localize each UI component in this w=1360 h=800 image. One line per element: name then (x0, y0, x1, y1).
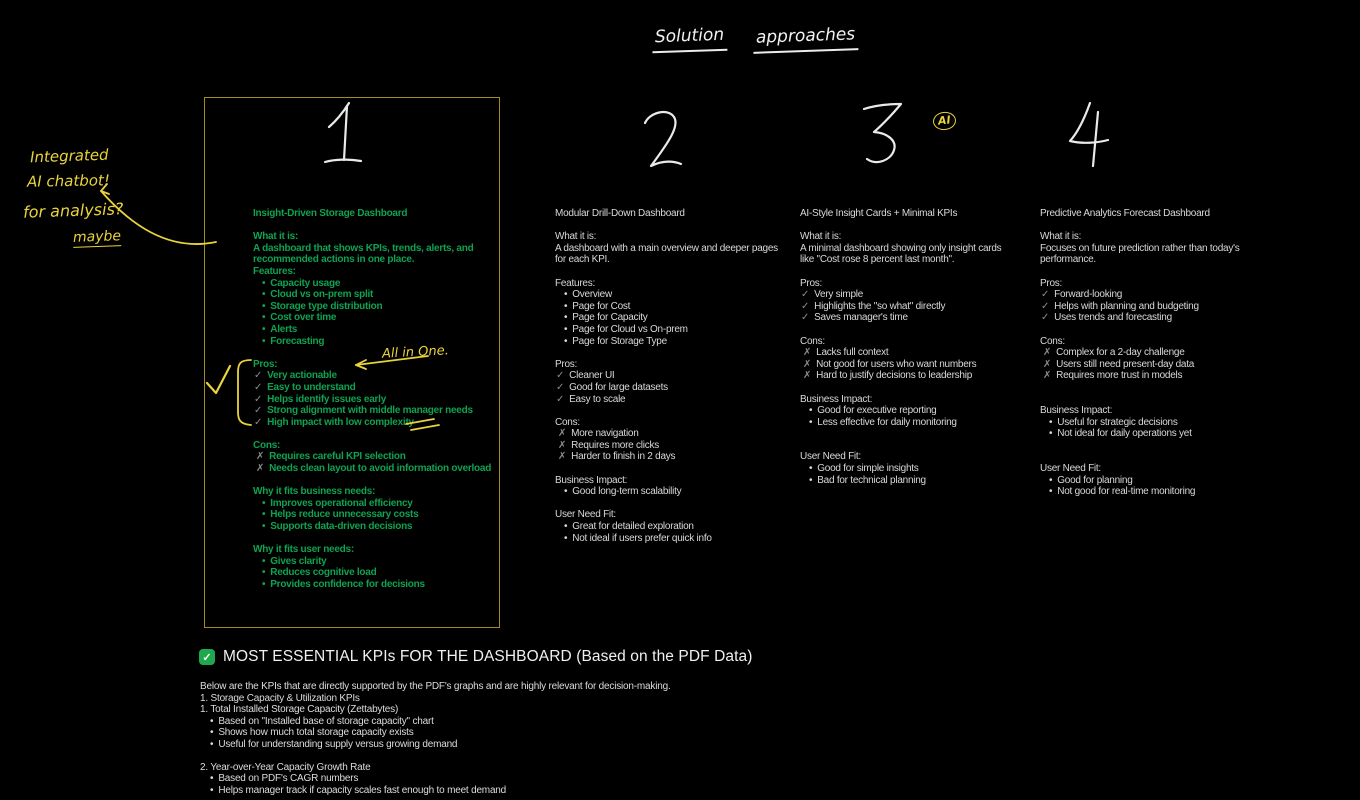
line-title: Predictive Analytics Forecast Dashboard (1040, 208, 1210, 219)
handwritten-number-3[interactable] (864, 104, 901, 162)
line-text: Strong alignment with middle manager needs (267, 405, 473, 417)
line-text: Forecasting (270, 335, 325, 347)
line-text: Helps reduce unnecessary costs (270, 509, 419, 521)
line-text: Cloud vs on-prem split (270, 289, 374, 301)
line-text: Complex for a 2-day challenge (1056, 347, 1185, 359)
line-text: Based on PDF's CAGR numbers (218, 773, 359, 785)
check-icon: ✓ (556, 393, 565, 405)
line-bullet (555, 521, 785, 533)
line-text: Useful for strategic decisions (1057, 416, 1178, 428)
check-icon: ✓ (801, 300, 810, 312)
line-blank (1040, 382, 1292, 394)
bullet-marker: • (564, 521, 568, 533)
line-text: Good for executive reporting (817, 405, 937, 417)
check-icon: ✓ (1041, 312, 1050, 324)
line-text: Overview (572, 289, 612, 301)
cross-icon: ✗ (558, 428, 567, 440)
line-text: Page for Cost (572, 300, 631, 312)
handwritten-number-2[interactable] (645, 112, 681, 166)
bullet-marker: • (262, 323, 266, 335)
line-text: Below are the KPIs that are directly supported by the PDF's graphs and are highly relevant for decision-making. (200, 681, 671, 692)
line-text: Not ideal if users prefer quick info (572, 532, 712, 544)
line-cross (555, 451, 785, 463)
line-text: Requires more clicks (571, 439, 659, 451)
line-text: Saves manager's time (814, 312, 908, 324)
line-text: Easy to understand (267, 381, 356, 393)
bullet-marker: • (1049, 416, 1053, 428)
line-blank (253, 347, 493, 359)
line-bullet (200, 739, 860, 751)
line-text: Great for detailed exploration (572, 521, 694, 533)
line-bullet (253, 278, 493, 290)
line-blank (1040, 324, 1292, 336)
check-icon: ✓ (801, 289, 810, 301)
line-text: 1. Total Installed Storage Capacity (Zettabytes) (200, 704, 399, 716)
cross-icon: ✗ (1043, 347, 1052, 359)
line-bullet (200, 773, 860, 785)
bullet-marker: • (262, 335, 266, 347)
line-text: Good for planning (1057, 474, 1133, 486)
line-bullet (1040, 486, 1292, 498)
line-text: A dashboard that shows KPIs, trends, alerts, and recommended actions in one place. (253, 242, 474, 266)
line-text: Forward-looking (1054, 289, 1123, 301)
board-title[interactable] (652, 26, 859, 52)
line-title: Modular Drill-Down Dashboard (555, 208, 685, 219)
line-check (1040, 301, 1292, 313)
line-bullet (1040, 428, 1292, 440)
bullet-marker: • (564, 289, 568, 301)
line-text: Page for Cloud vs On-prem (572, 323, 688, 335)
line-blank (1040, 394, 1292, 406)
line-text: Cleaner UI (569, 370, 615, 382)
line-check (253, 405, 493, 417)
side-note-line-3: for analysis? (22, 199, 124, 222)
line-bullet (253, 509, 493, 521)
bullet-marker: • (809, 463, 813, 475)
board-title-word-1: Solution (652, 25, 728, 54)
line-cross (800, 347, 1006, 359)
line-blank (800, 428, 1006, 440)
line-check (253, 417, 493, 429)
kpi-heading-text: MOST ESSENTIAL KPIs FOR THE DASHBOARD (Based on the PDF Data) (223, 648, 753, 665)
line-text: Needs clean layout to avoid information overload (269, 463, 492, 475)
line-blank (800, 324, 1006, 336)
cross-icon: ✗ (558, 451, 567, 463)
line-text: Hard to justify decisions to leadership (816, 370, 973, 382)
bullet-marker: • (210, 773, 214, 785)
line-text: A dashboard with a main overview and deeper pages for each KPI. (555, 242, 778, 266)
line-check (253, 382, 493, 394)
line-text: Users still need present-day data (1056, 358, 1195, 370)
line-text: Requires careful KPI selection (269, 451, 406, 463)
line-blank (253, 533, 493, 545)
check-icon: ✓ (556, 381, 565, 393)
bullet-marker: • (564, 323, 568, 335)
line-bullet (200, 716, 860, 728)
line-label: Pros: (1040, 277, 1063, 289)
line-bullet (253, 521, 493, 533)
line-text: Useful for understanding supply versus growing demand (218, 738, 458, 750)
line-blank (555, 463, 785, 475)
line-bullet (555, 533, 785, 545)
line-blank (555, 347, 785, 359)
cross-icon: ✗ (803, 370, 812, 382)
bullet-marker: • (262, 521, 266, 533)
line-blank (800, 220, 1006, 232)
line-title: Insight-Driven Storage Dashboard (253, 208, 408, 219)
line-text: 2. Year-over-Year Capacity Growth Rate (200, 761, 371, 773)
side-note-line-1: Integrated (29, 145, 109, 167)
line-bullet (800, 417, 1006, 429)
bullet-marker: • (210, 784, 214, 796)
line-label: Pros: (253, 358, 278, 370)
line-text: Uses trends and forecasting (1054, 312, 1172, 324)
line-check (800, 301, 1006, 313)
line-text: Bad for technical planning (817, 474, 926, 486)
check-icon: ✓ (254, 370, 263, 382)
line-text: 1. Storage Capacity & Utilization KPIs (200, 692, 360, 704)
line-bullet (200, 727, 860, 739)
line-bullet (253, 324, 493, 336)
cross-icon: ✗ (256, 463, 265, 475)
line-cross (1040, 347, 1292, 359)
line-cross (253, 463, 493, 475)
check-icon: ✓ (254, 405, 263, 417)
line-label: Cons: (800, 335, 825, 347)
board-title-word-2: approaches (753, 24, 859, 54)
all-in-one-note[interactable]: All in One. (381, 343, 450, 362)
cross-icon: ✗ (803, 347, 812, 359)
line-text: Page for Capacity (572, 312, 648, 324)
line-label: Business Impact: (555, 474, 628, 486)
line-label: Cons: (253, 439, 281, 451)
line-bullet (555, 301, 785, 313)
bullet-marker: • (564, 312, 568, 324)
line-label: Cons: (1040, 335, 1065, 347)
line-cross (800, 359, 1006, 371)
check-icon: ✓ (1041, 300, 1050, 312)
line-label: Pros: (555, 358, 578, 370)
bullet-marker: • (1049, 486, 1053, 498)
line-bullet (800, 475, 1006, 487)
line-cross (253, 451, 493, 463)
line-cross (1040, 359, 1292, 371)
option-1-card[interactable] (253, 208, 493, 591)
line-label: Features: (253, 265, 296, 277)
line-text: Good long-term scalability (572, 486, 682, 498)
line-text: Helps with planning and budgeting (1054, 300, 1199, 312)
line-label: What it is: (1040, 231, 1082, 243)
line-check (555, 382, 785, 394)
line-text: Reduces cognitive load (270, 567, 377, 579)
line-blank (200, 750, 860, 762)
line-blank (800, 266, 1006, 278)
check-icon: ✓ (254, 393, 263, 405)
line-bullet (253, 556, 493, 568)
line-bullet (253, 301, 493, 313)
line-text: Less effective for daily monitoring (817, 416, 957, 428)
bullet-marker: • (809, 474, 813, 486)
line-text: Improves operational efficiency (270, 497, 413, 509)
line-label: What it is: (800, 231, 842, 243)
bullet-marker: • (262, 579, 266, 590)
line-bullet (1040, 475, 1292, 487)
bullet-marker: • (262, 497, 266, 509)
line-cross (800, 370, 1006, 382)
line-text: Alerts (270, 323, 298, 335)
line-label: Cons: (555, 416, 580, 428)
line-label: User Need Fit: (555, 509, 616, 521)
line-blank (1040, 220, 1292, 232)
line-bullet (253, 579, 493, 591)
line-text: Gives clarity (270, 555, 327, 567)
line-label: Business Impact: (1040, 405, 1113, 417)
check-icon: ✓ (801, 312, 810, 324)
line-text: Not ideal for daily operations yet (1057, 428, 1192, 440)
green-check-icon: ✓ (199, 649, 215, 665)
line-bullet (253, 336, 493, 348)
line-bullet (253, 312, 493, 324)
line-label: User Need Fit: (1040, 463, 1101, 475)
line-blank (253, 475, 493, 487)
check-icon: ✓ (254, 416, 263, 428)
bullet-marker: • (210, 715, 214, 727)
line-label: Features: (555, 277, 595, 289)
bullet-marker: • (262, 509, 266, 521)
bullet-marker: • (262, 289, 266, 301)
bullet-marker: • (809, 416, 813, 428)
line-cross (555, 440, 785, 452)
bullet-marker: • (564, 532, 568, 544)
side-note-line-4: maybe (72, 228, 122, 246)
line-blank (1040, 266, 1292, 278)
line-bullet (555, 486, 785, 498)
cross-icon: ✗ (558, 439, 567, 451)
line-text: Not good for users who want numbers (816, 358, 977, 370)
line-text: Lacks full context (816, 347, 889, 359)
option-3-card[interactable] (800, 208, 1006, 486)
bullet-marker: • (564, 300, 568, 312)
bullet-marker: • (262, 277, 266, 289)
cross-icon: ✗ (256, 451, 265, 463)
bullet-marker: • (210, 738, 214, 750)
bullet-marker: • (262, 312, 266, 324)
line-check (1040, 312, 1292, 324)
line-text: Based on "Installed base of storage capacity" chart (218, 715, 434, 727)
line-text: Storage type distribution (270, 300, 383, 312)
line-text: Helps manager track if capacity scales fast enough to meet demand (218, 784, 507, 796)
bullet-marker: • (210, 727, 214, 739)
line-text: More navigation (571, 428, 639, 440)
line-text: Very simple (814, 289, 864, 301)
side-note-line-2: AI chatbot! (26, 171, 111, 191)
line-text: Not good for real-time monitoring (1057, 486, 1196, 498)
line-text: Good for simple insights (817, 463, 919, 475)
option-2-card[interactable] (555, 208, 785, 544)
line-text: Shows how much total storage capacity exists (218, 727, 414, 739)
line-text: Cost over time (270, 312, 337, 324)
line-text: Good for large datasets (569, 381, 668, 393)
line-cross (555, 428, 785, 440)
check-icon: ✓ (254, 381, 263, 393)
check-icon: ✓ (556, 370, 565, 382)
line-blank (555, 220, 785, 232)
line-check (555, 394, 785, 406)
line-blank (1040, 451, 1292, 463)
line-text: Focuses on future prediction rather than today's performance. (1040, 242, 1240, 266)
line-title: AI-Style Insight Cards + Minimal KPIs (800, 208, 958, 219)
line-cross (1040, 370, 1292, 382)
line-check (253, 370, 493, 382)
kpi-section-heading[interactable] (199, 648, 753, 666)
line-text: Very actionable (267, 370, 337, 382)
line-label: Why it fits business needs: (253, 486, 376, 498)
line-bullet (800, 463, 1006, 475)
line-bullet (253, 567, 493, 579)
bullet-marker: • (262, 300, 266, 312)
line-label: What it is: (555, 231, 597, 243)
line-blank (555, 498, 785, 510)
option-4-card[interactable] (1040, 208, 1292, 498)
line-bullet (200, 785, 860, 797)
line-bullet (555, 324, 785, 336)
line-label: Pros: (800, 277, 823, 289)
line-label: What it is: (253, 231, 299, 243)
line-text: Helps identify issues early (267, 393, 387, 405)
line-bullet (555, 289, 785, 301)
line-label: Why it fits user needs: (253, 544, 354, 556)
line-label: Business Impact: (800, 393, 873, 405)
line-check (253, 394, 493, 406)
ai-circled-badge[interactable]: AI (932, 111, 956, 131)
line-text: Capacity usage (270, 277, 341, 289)
line-blank (1040, 440, 1292, 452)
check-icon: ✓ (1041, 289, 1050, 301)
cross-icon: ✗ (1043, 370, 1052, 382)
line-text: Provides confidence for decisions (270, 579, 425, 590)
cross-icon: ✗ (1043, 358, 1052, 370)
line-check (1040, 289, 1292, 301)
line-text: Supports data-driven decisions (270, 521, 413, 533)
line-text: High impact with low complexity (267, 416, 414, 428)
line-bullet (555, 312, 785, 324)
line-text: Page for Storage Type (572, 335, 667, 347)
line-text: Requires more trust in models (1056, 370, 1183, 382)
line-bullet (1040, 417, 1292, 429)
line-text: Harder to finish in 2 days (571, 451, 676, 463)
line-bullet (253, 289, 493, 301)
kpi-body-text[interactable] (200, 681, 860, 797)
line-bullet (800, 405, 1006, 417)
line-blank (800, 440, 1006, 452)
line-blank (253, 220, 493, 232)
line-text: A minimal dashboard showing only insight cards like "Cost rose 8 percent last month". (800, 242, 1002, 266)
handwritten-number-4[interactable] (1070, 103, 1108, 166)
line-check (800, 289, 1006, 301)
line-check (555, 370, 785, 382)
bullet-marker: • (262, 567, 266, 579)
bullet-marker: • (1049, 428, 1053, 440)
bullet-marker: • (1049, 474, 1053, 486)
cross-icon: ✗ (803, 358, 812, 370)
line-check (800, 312, 1006, 324)
line-bullet (253, 498, 493, 510)
bullet-marker: • (809, 405, 813, 417)
line-blank (253, 428, 493, 440)
line-text: Easy to scale (569, 393, 626, 405)
line-blank (555, 266, 785, 278)
line-label: User Need Fit: (800, 451, 861, 463)
bullet-marker: • (262, 555, 266, 567)
line-text: Highlights the "so what" directly (814, 300, 946, 312)
bullet-marker: • (564, 335, 568, 347)
bullet-marker: • (564, 486, 568, 498)
line-bullet (555, 336, 785, 348)
line-blank (800, 382, 1006, 394)
line-blank (555, 405, 785, 417)
